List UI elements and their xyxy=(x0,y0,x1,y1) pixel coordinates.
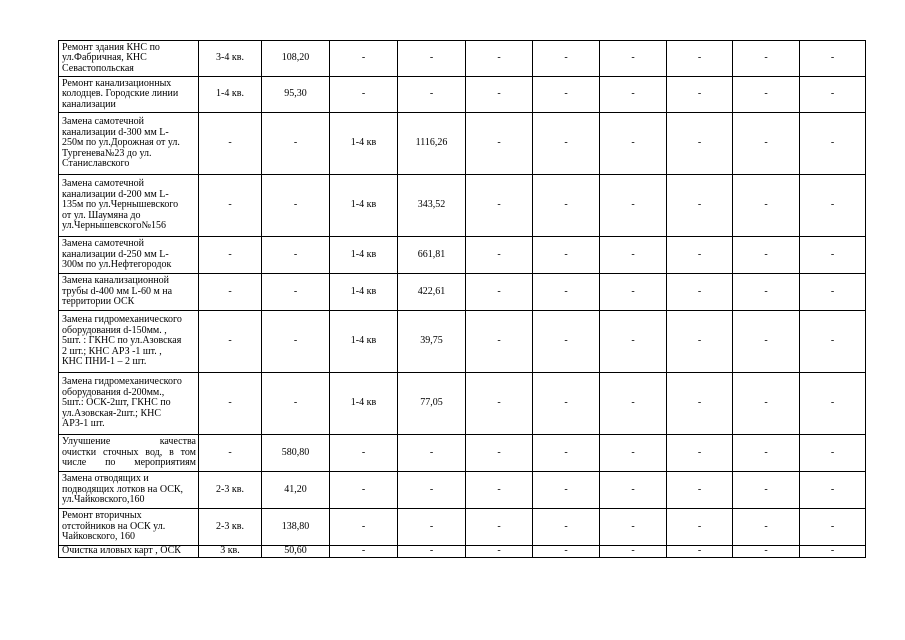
cell-col-8: - xyxy=(667,77,733,113)
cell-col-8: - xyxy=(667,472,733,509)
cell-col-3: 1-4 кв xyxy=(330,274,398,311)
cell-col-7: - xyxy=(600,311,667,373)
cell-col-8: - xyxy=(667,113,733,175)
cell-col-5: - xyxy=(466,237,533,274)
cell-work-description xyxy=(59,175,199,237)
table-row xyxy=(59,77,866,113)
cell-col-5: - xyxy=(466,77,533,113)
cell-col-6: - xyxy=(533,472,600,509)
cell-col-8: - xyxy=(667,435,733,472)
cell-col-3: 1-4 кв xyxy=(330,311,398,373)
cell-work-description xyxy=(59,77,199,113)
cell-col-7: - xyxy=(600,509,667,546)
cell-col-2: - xyxy=(262,237,330,274)
cell-col-10: - xyxy=(800,373,866,435)
cell-col-7: - xyxy=(600,472,667,509)
cell-col-7: - xyxy=(600,435,667,472)
cell-work-description xyxy=(59,113,199,175)
cell-col-9: - xyxy=(733,373,800,435)
cell-col-2: 95,30 xyxy=(262,77,330,113)
cell-work-description xyxy=(59,435,199,472)
work-description-text: Очистка иловых карт , ОСК xyxy=(62,545,181,557)
cell-work-description xyxy=(59,237,199,274)
work-description-text: Замена самотечной канализации d-300 мм L- 250м по ул.Дорожная от ул. Тургенева№23 до ул. Станиславского xyxy=(62,116,180,170)
cell-col-8: - xyxy=(667,175,733,237)
cell-col-2: - xyxy=(262,373,330,435)
cell-col-6: - xyxy=(533,77,600,113)
cell-col-3: 1-4 кв xyxy=(330,237,398,274)
cell-work-description xyxy=(59,472,199,509)
table-row xyxy=(59,435,866,472)
cell-col-9: - xyxy=(733,41,800,77)
cell-work-description xyxy=(59,546,199,558)
cell-col-2: - xyxy=(262,274,330,311)
cell-col-2: - xyxy=(262,175,330,237)
cell-col-9: - xyxy=(733,113,800,175)
work-description-text: Замена гидромеханического оборудования d-200мм., 5шт.: ОСК-2шт, ГКНС по ул.Азовская-2шт.; КНС АРЗ-1 шт. xyxy=(62,376,182,430)
cell-col-2: 50,60 xyxy=(262,546,330,558)
cell-col-1: - xyxy=(199,373,262,435)
cell-col-6: - xyxy=(533,509,600,546)
cell-col-10: - xyxy=(800,175,866,237)
cell-work-description xyxy=(59,274,199,311)
cell-col-6: - xyxy=(533,41,600,77)
cell-col-4: 343,52 xyxy=(398,175,466,237)
cell-col-7: - xyxy=(600,175,667,237)
cell-col-7: - xyxy=(600,41,667,77)
work-description-text: Ремонт канализационных колодцев. Городские линии канализации xyxy=(62,77,179,110)
work-description-text: Замена самотечной канализации d-200 мм L- 135м по ул.Чернышевского от ул. Шаумяна до ул.Чернышевского№156 xyxy=(62,178,179,232)
cell-col-6: - xyxy=(533,113,600,175)
cell-col-7: - xyxy=(600,546,667,558)
cell-col-1: - xyxy=(199,435,262,472)
cell-col-8: - xyxy=(667,546,733,558)
cell-col-5: - xyxy=(466,546,533,558)
cell-col-8: - xyxy=(667,311,733,373)
cell-col-9: - xyxy=(733,546,800,558)
cell-col-5: - xyxy=(466,175,533,237)
table-row xyxy=(59,373,866,435)
cell-col-1: 2-3 кв. xyxy=(199,472,262,509)
cell-col-7: - xyxy=(600,113,667,175)
cell-col-6: - xyxy=(533,546,600,558)
cell-work-description xyxy=(59,373,199,435)
cell-col-4: - xyxy=(398,546,466,558)
cell-col-8: - xyxy=(667,41,733,77)
cell-col-7: - xyxy=(600,274,667,311)
work-description-text: Замена гидромеханического оборудования d-150мм. , 5шт. : ГКНС по ул.Азовская 2 шт.; КНС АРЗ -1 шт. , КНС ПНИ-1 – 2 шт. xyxy=(62,314,182,368)
cell-col-5: - xyxy=(466,472,533,509)
cell-col-9: - xyxy=(733,274,800,311)
cell-col-4: - xyxy=(398,41,466,77)
cell-col-4: - xyxy=(398,509,466,546)
cell-col-2: 41,20 xyxy=(262,472,330,509)
table-row xyxy=(59,237,866,274)
cell-col-4: - xyxy=(398,472,466,509)
cell-col-9: - xyxy=(733,175,800,237)
cell-col-9: - xyxy=(733,237,800,274)
cell-col-4: 661,81 xyxy=(398,237,466,274)
cell-col-5: - xyxy=(466,435,533,472)
cell-col-10: - xyxy=(800,77,866,113)
cell-col-3: - xyxy=(330,435,398,472)
table-row xyxy=(59,175,866,237)
table-row xyxy=(59,311,866,373)
cell-col-10: - xyxy=(800,472,866,509)
cell-col-5: - xyxy=(466,113,533,175)
work-description-text: Улучшение качества очистки сточных вод, в том числе по мероприятиям xyxy=(62,436,196,469)
cell-col-10: - xyxy=(800,237,866,274)
cell-col-3: - xyxy=(330,77,398,113)
cell-col-10: - xyxy=(800,311,866,373)
cell-col-6: - xyxy=(533,311,600,373)
work-description-text: Ремонт здания КНС по ул.Фабричная, КНС Севастопольская xyxy=(62,41,160,74)
table-row xyxy=(59,509,866,546)
cell-col-10: - xyxy=(800,41,866,77)
table-row xyxy=(59,274,866,311)
cell-col-10: - xyxy=(800,113,866,175)
cell-col-9: - xyxy=(733,472,800,509)
cell-col-8: - xyxy=(667,509,733,546)
cell-work-description xyxy=(59,41,199,77)
cell-col-8: - xyxy=(667,237,733,274)
cell-col-9: - xyxy=(733,311,800,373)
cell-col-9: - xyxy=(733,509,800,546)
cell-col-5: - xyxy=(466,274,533,311)
cell-col-5: - xyxy=(466,509,533,546)
cell-col-1: - xyxy=(199,175,262,237)
cell-col-3: - xyxy=(330,509,398,546)
cell-col-4: 1116,26 xyxy=(398,113,466,175)
cell-col-4: 39,75 xyxy=(398,311,466,373)
cell-col-6: - xyxy=(533,435,600,472)
cell-col-4: - xyxy=(398,435,466,472)
cell-col-10: - xyxy=(800,435,866,472)
cell-col-2: - xyxy=(262,311,330,373)
cell-col-1: - xyxy=(199,274,262,311)
cell-col-1: 2-3 кв. xyxy=(199,509,262,546)
cell-col-2: 580,80 xyxy=(262,435,330,472)
work-description-text: Замена отводящих и подводящих лотков на ОСК, ул.Чайковского,160 xyxy=(62,473,184,506)
work-description-text: Замена канализационной трубы d-400 мм L-60 м на территории ОСК xyxy=(62,275,173,308)
cell-work-description xyxy=(59,311,199,373)
cell-col-1: 1-4 кв. xyxy=(199,77,262,113)
cell-col-3: - xyxy=(330,546,398,558)
cell-col-8: - xyxy=(667,274,733,311)
table-row xyxy=(59,113,866,175)
cell-col-7: - xyxy=(600,77,667,113)
cell-col-3: 1-4 кв xyxy=(330,113,398,175)
cell-col-2: 108,20 xyxy=(262,41,330,77)
cell-col-8: - xyxy=(667,373,733,435)
cell-col-6: - xyxy=(533,274,600,311)
work-description-text: Замена самотечной канализации d-250 мм L- 300м по ул.Нефтегородок xyxy=(62,238,172,271)
cell-col-9: - xyxy=(733,77,800,113)
cell-col-3: 1-4 кв xyxy=(330,175,398,237)
cell-col-6: - xyxy=(533,237,600,274)
cell-col-4: - xyxy=(398,77,466,113)
cell-col-4: 422,61 xyxy=(398,274,466,311)
cell-col-1: - xyxy=(199,311,262,373)
cell-col-5: - xyxy=(466,311,533,373)
cell-col-7: - xyxy=(600,237,667,274)
cell-col-1: - xyxy=(199,237,262,274)
cell-col-7: - xyxy=(600,373,667,435)
cell-col-10: - xyxy=(800,274,866,311)
cell-col-1: - xyxy=(199,113,262,175)
works-table xyxy=(58,40,866,558)
table-row xyxy=(59,41,866,77)
cell-work-description xyxy=(59,509,199,546)
cell-col-2: - xyxy=(262,113,330,175)
cell-col-6: - xyxy=(533,175,600,237)
cell-col-3: - xyxy=(330,472,398,509)
table-row xyxy=(59,546,866,558)
cell-col-5: - xyxy=(466,373,533,435)
cell-col-1: 3 кв. xyxy=(199,546,262,558)
cell-col-4: 77,05 xyxy=(398,373,466,435)
table-row xyxy=(59,472,866,509)
cell-col-3: - xyxy=(330,41,398,77)
cell-col-2: 138,80 xyxy=(262,509,330,546)
cell-col-1: 3-4 кв. xyxy=(199,41,262,77)
cell-col-9: - xyxy=(733,435,800,472)
cell-col-10: - xyxy=(800,546,866,558)
work-description-text: Ремонт вторичных отстойников на ОСК ул. Чайковского, 160 xyxy=(62,510,166,543)
cell-col-6: - xyxy=(533,373,600,435)
cell-col-3: 1-4 кв xyxy=(330,373,398,435)
cell-col-5: - xyxy=(466,41,533,77)
cell-col-10: - xyxy=(800,509,866,546)
